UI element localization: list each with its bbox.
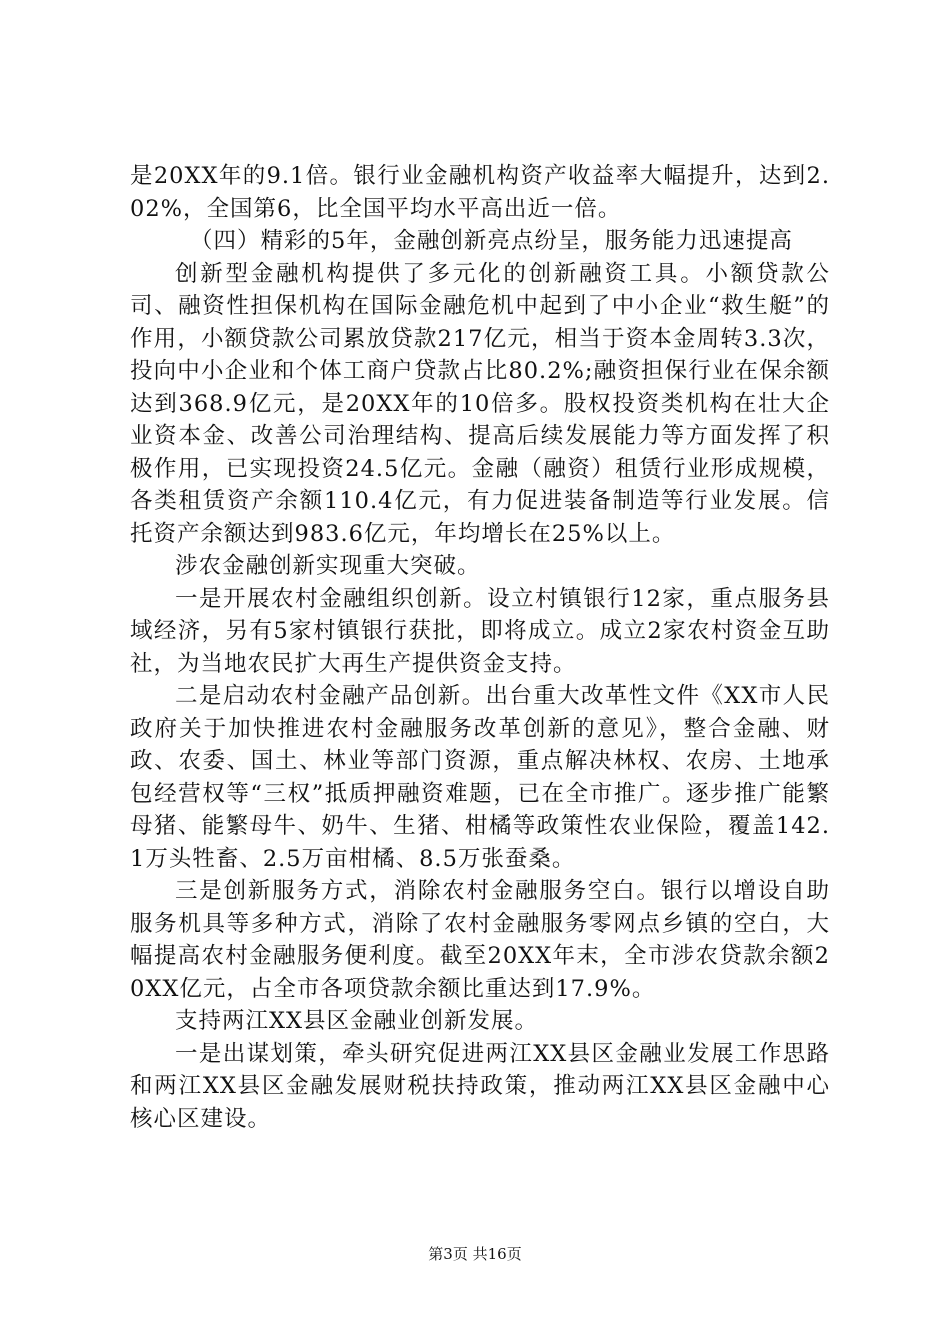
paragraph-rural-finance-heading: 涉农金融创新实现重大突破。 bbox=[175, 553, 481, 579]
paragraph-rural-organization: 一是开展农村金融组织创新。设立村镇银行12家，重点服务县域经济，另有5家村镇银行获批，即将成立。成立2家农村资金互助社，为当地农民扩大再生产提供资金支持。 bbox=[130, 585, 830, 677]
paragraph-rural-services: 三是创新服务方式，消除农村金融服务空白。银行以增设自助服务机具等多种方式，消除了农村金融服务零网点乡镇的空白，大幅提高农村金融服务便利度。截至20XX年末，全市涉农贷款余额20XX亿元，占全市各项贷款余额比重达到17.9%。 bbox=[130, 878, 830, 1002]
paragraph-continuation: 是20XX年的9.1倍。银行业金融机构资产收益率大幅提升，达到2.02%，全国第6，比全国平均水平高出近一倍。 bbox=[130, 163, 830, 222]
paragraph-liangjiang-planning: 一是出谋划策，牵头研究促进两江XX县区金融业发展工作思路和两江XX县区金融发展财税扶持政策，推动两江XX县区金融中心核心区建设。 bbox=[130, 1040, 830, 1132]
page-footer: 第3页 共16页 bbox=[428, 1245, 522, 1263]
document-body bbox=[130, 160, 830, 1135]
paragraph-innovative-institutions: 创新型金融机构提供了多元化的创新融资工具。小额贷款公司、融资性担保机构在国际金融危机中起到了中小企业“救生艇”的作用，小额贷款公司累放贷款217亿元，相当于资本金周转3.3次，投向中小企业和个体工商户贷款占比80.2%;融资担保行业在保余额达到368.9亿元，是20XX年的10倍多。股权投资类机构在壮大企业资本金、改善公司治理结构、提高后续发展能力等方面发挥了积极作用，已实现投资24.5亿元。金融（融资）租赁行业形成规模，各类租赁资产余额110.4亿元，有力促进装备制造等行业发展。信托资产余额达到983.6亿元，年均增长在25%以上。 bbox=[130, 260, 830, 547]
paragraph-rural-products: 二是启动农村金融产品创新。出台重大改革性文件《XX市人民政府关于加快推进农村金融服务改革创新的意见》，整合金融、财政、农委、国土、林业等部门资源，重点解决林权、农房、土地承包经营权等“三权”抵质押融资难题，已在全市推广。逐步推广能繁母猪、能繁母牛、奶牛、生猪、柑橘等政策性农业保险，覆盖142.1万头牲畜、2.5万亩柑橘、8.5万张蚕桑。 bbox=[130, 683, 830, 872]
section-heading: （四）精彩的5年，金融创新亮点纷呈，服务能力迅速提高 bbox=[190, 228, 793, 254]
paragraph-liangjiang-heading: 支持两江XX县区金融业创新发展。 bbox=[175, 1008, 539, 1034]
